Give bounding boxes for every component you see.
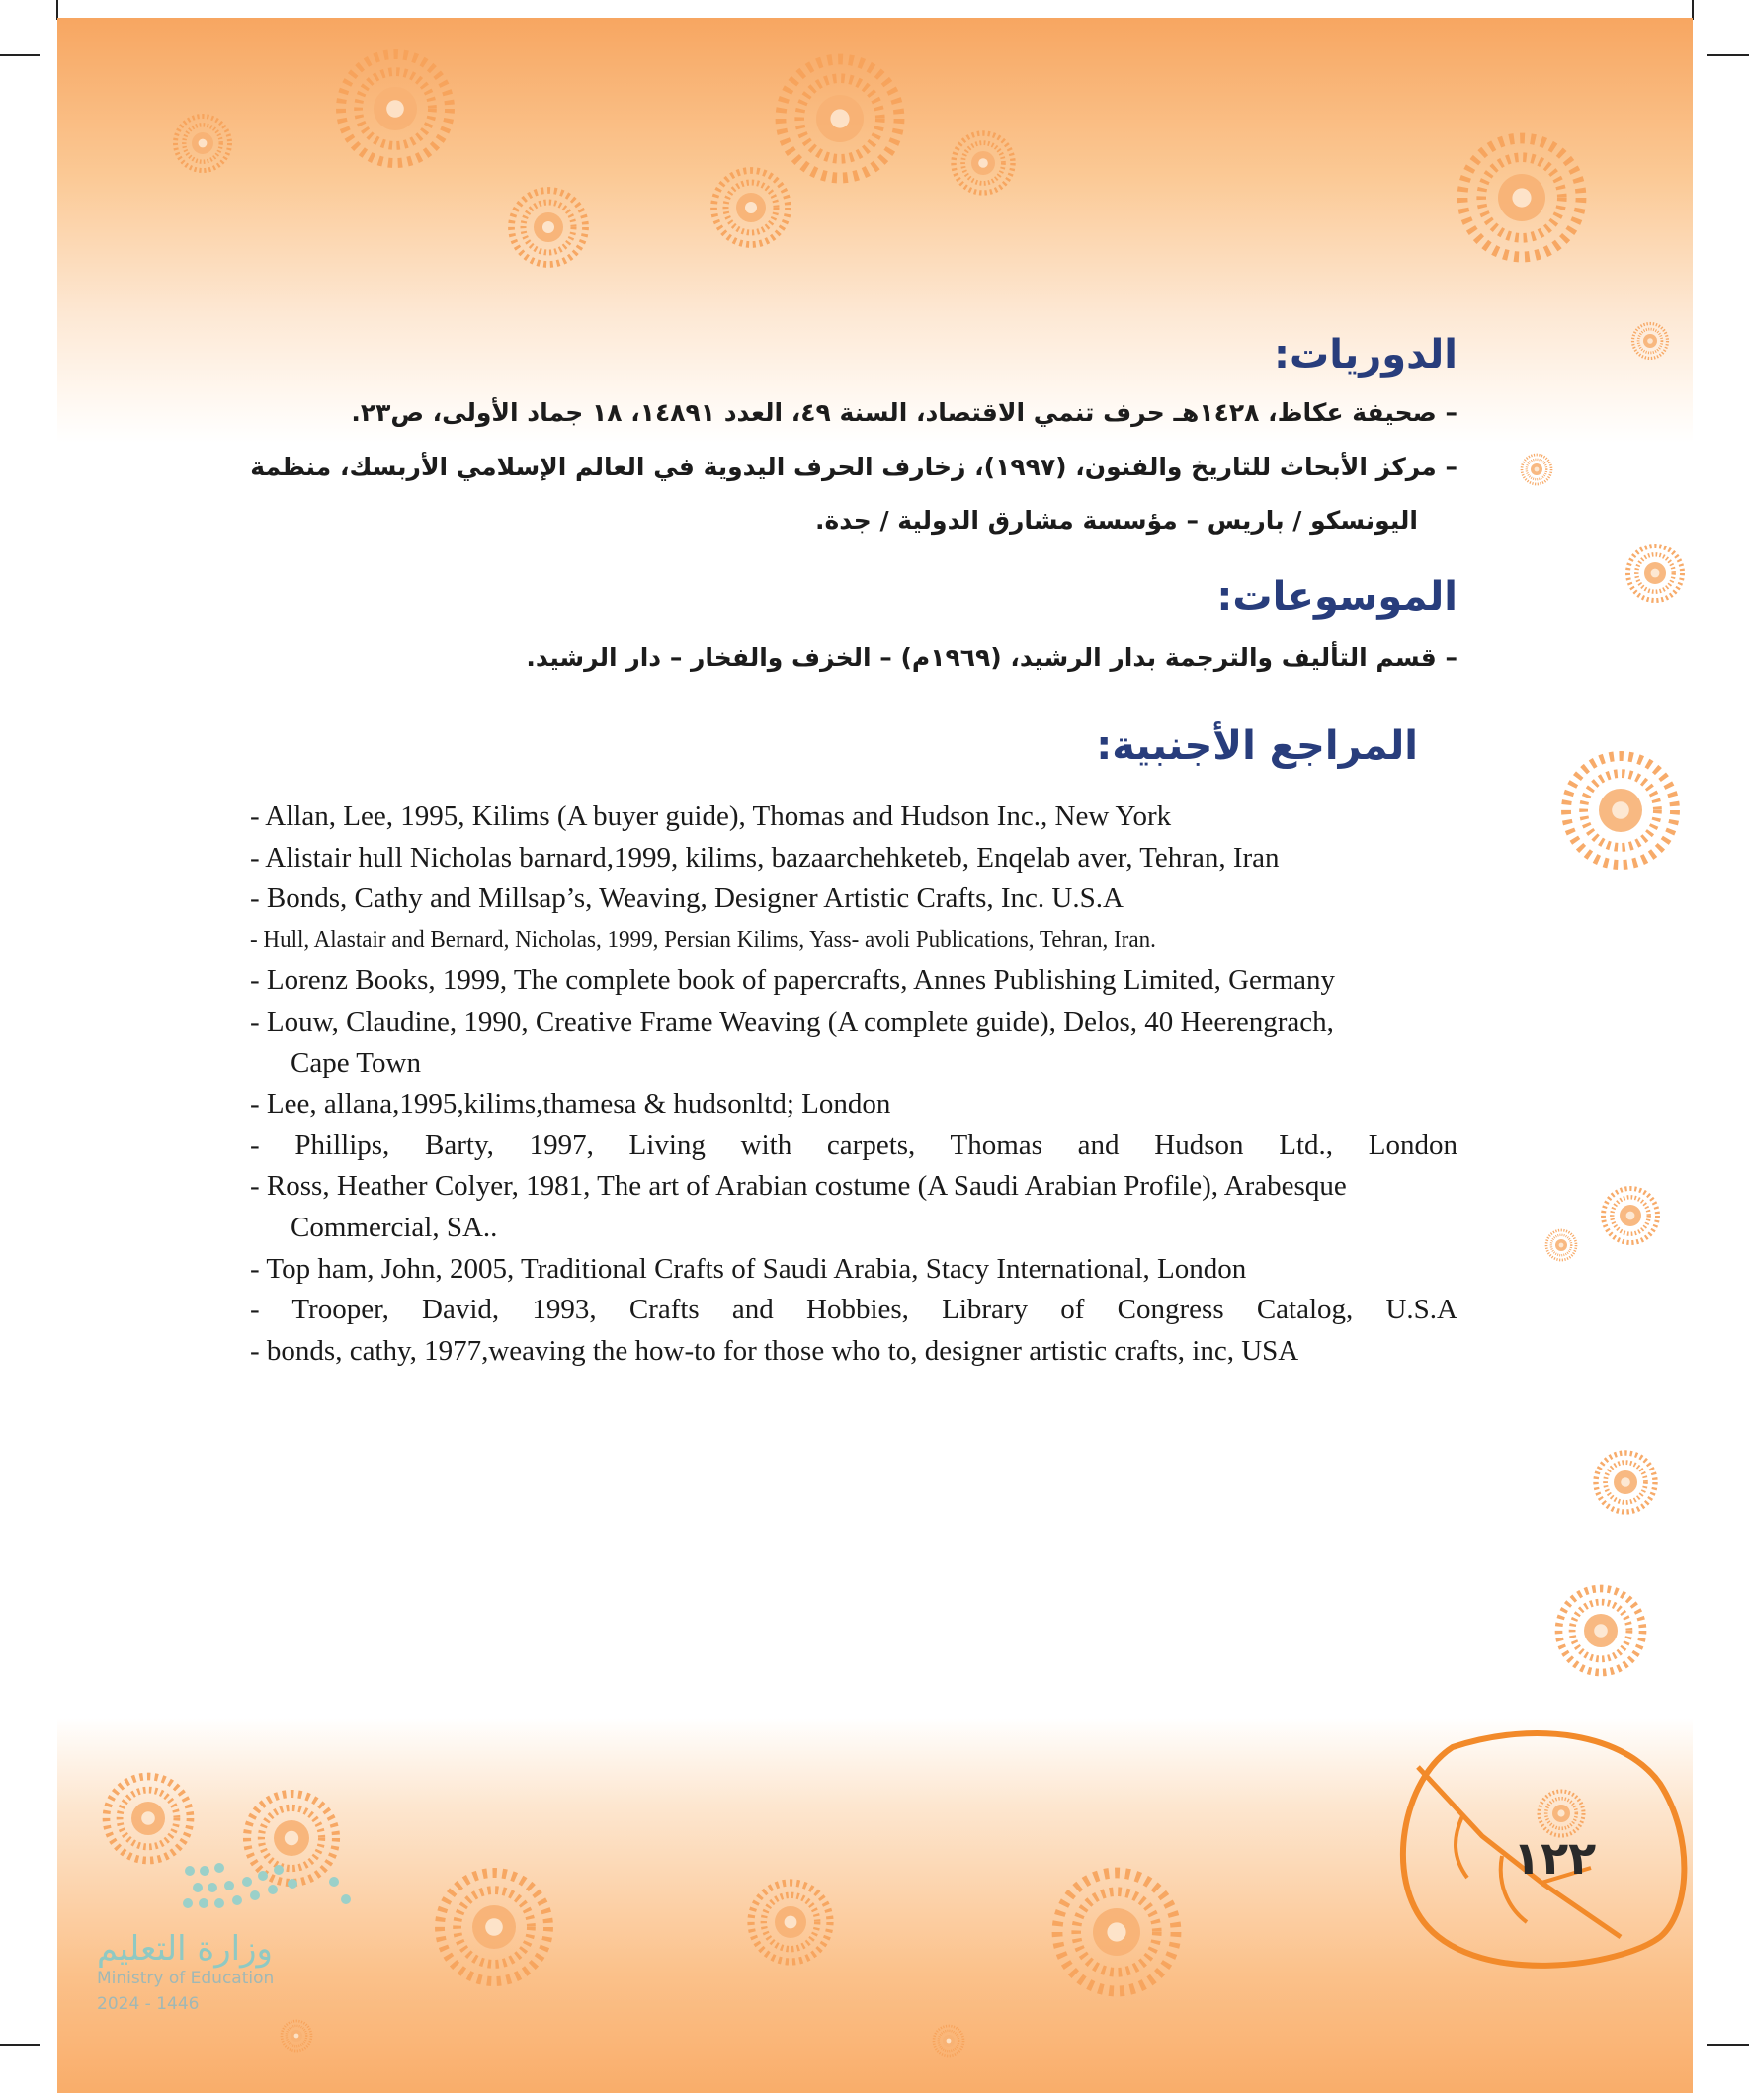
reference-entry: - Phillips, Barty, 1997, Living with carpets, Thomas and Hudson Ltd., London <box>250 1129 1458 1161</box>
periodical-entry-continued: اليونسكو / باريس – مؤسسة مشارق الدولية / جدة. <box>815 506 1418 535</box>
reference-entry: - Louw, Claudine, 1990, Creative Frame Weaving (A complete guide), Delos, 40 Heerengrach, <box>250 1005 1334 1038</box>
periodical-entry: – مركز الأبحاث للتاريخ والفنون، (١٩٩٧)، زخارف الحرف اليدوية في العالم الإسلامي الأربسك، منظمة <box>250 453 1458 481</box>
foreign-references-list <box>250 797 1458 1372</box>
ministry-name-english: Ministry of Education <box>97 1969 275 1988</box>
foreign-references-heading: المراجع الأجنبية: <box>1096 723 1418 769</box>
reference-entry: - Ross, Heather Colyer, 1981, The art of Arabian costume (A Saudi Arabian Profile), Arabesque <box>250 1170 1347 1203</box>
reference-entry: - Hull, Alastair and Bernard, Nicholas, 1999, Persian Kilims, Yass- avoli Publications, Tehran, Iran. <box>250 926 1156 953</box>
reference-entry-continued: Commercial, SA.. <box>291 1211 498 1243</box>
reference-entry: - Lorenz Books, 1999, The complete book of papercrafts, Annes Publishing Limited, Germany <box>250 965 1336 997</box>
ministry-name-arabic: وزارة التعليم <box>97 1929 273 1969</box>
reference-entry: - Alistair hull Nicholas barnard,1999, kilims, bazaarchehketeb, Enqelab aver, Tehran, Iran <box>250 841 1280 874</box>
encyclopedias-heading: الموسوعات: <box>1216 574 1458 620</box>
reference-entry-continued: Cape Town <box>291 1047 421 1079</box>
reference-entry: - Lee, allana,1995,kilims,thamesa & hudsonltd; London <box>250 1088 891 1121</box>
reference-entry: - Top ham, John, 2005, Traditional Crafts of Saudi Arabia, Stacy International, London <box>250 1252 1247 1285</box>
ministry-years: 2024 - 1446 <box>97 1994 200 2014</box>
encyclopedia-entry: – قسم التأليف والترجمة بدار الرشيد، (١٩٦٩م) – الخزف والفخار – دار الرشيد. <box>526 643 1458 672</box>
page-number: ١٢٢ <box>1513 1831 1597 1885</box>
reference-entry: - bonds, cathy, 1977,weaving the how-to for those who to, designer artistic crafts, inc, USA <box>250 1334 1299 1367</box>
reference-entry: - Bonds, Cathy and Millsap’s, Weaving, Designer Artistic Crafts, Inc. U.S.A <box>250 882 1124 915</box>
reference-entry: - Allan, Lee, 1995, Kilims (A buyer guide), Thomas and Hudson Inc., New York <box>250 800 1172 832</box>
periodical-entry: – صحيفة عكاظ، ١٤٢٨هـ حرف تنمي الاقتصاد، السنة ٤٩، العدد ١٤٨٩١، ١٨ جماد الأولى، ص٢٣. <box>351 398 1458 427</box>
reference-entry: - Trooper, David, 1993, Crafts and Hobbies, Library of Congress Catalog, U.S.A <box>250 1294 1458 1326</box>
periodicals-heading: الدوريات: <box>1274 332 1458 378</box>
